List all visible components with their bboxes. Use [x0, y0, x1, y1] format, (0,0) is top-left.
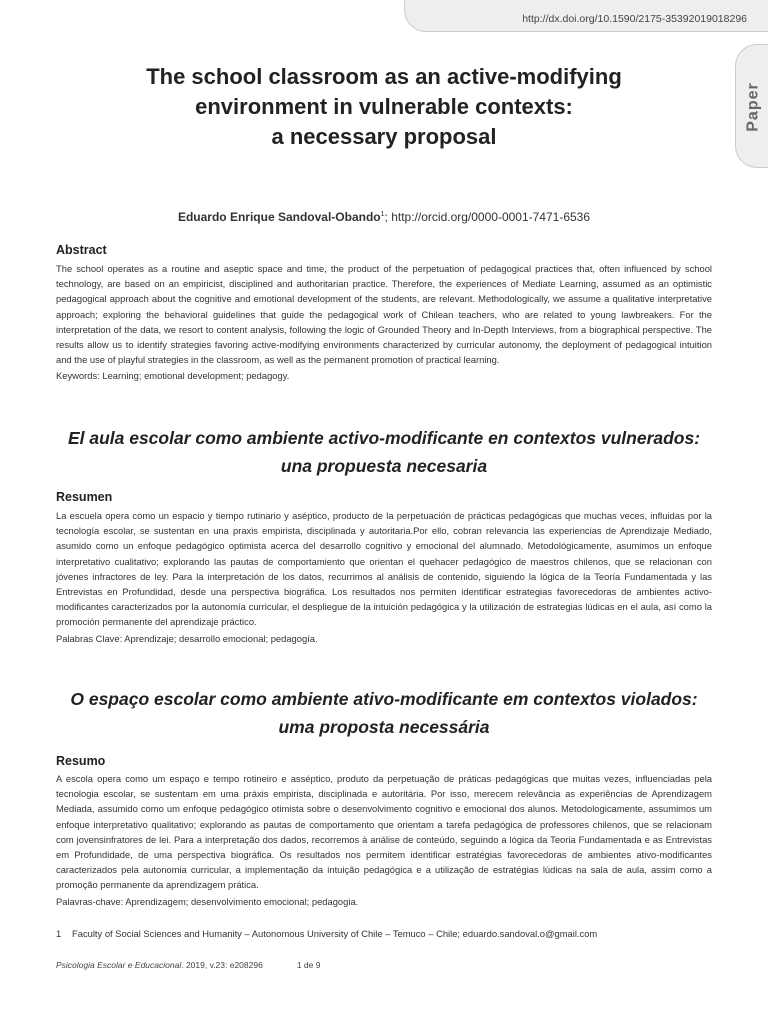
title-line-3: a necessary proposal	[271, 124, 497, 149]
resumo-heading: Resumo	[56, 754, 106, 768]
resumen-keywords: Palabras Clave: Aprendizaje; desarrollo emocional; pedagogía.	[56, 633, 318, 644]
footnote-number: 1	[56, 928, 62, 939]
portuguese-title-line-2: uma proposta necessária	[278, 717, 490, 737]
author-orcid[interactable]: ; http://orcid.org/0000-0001-7471-6536	[384, 210, 591, 224]
title-line-2: environment in vulnerable contexts:	[195, 94, 573, 119]
doi-header-tab	[404, 0, 768, 32]
resumen-heading: Resumen	[56, 490, 113, 504]
article-type-tab	[735, 44, 768, 168]
portuguese-title	[40, 685, 728, 741]
footnote-text: Faculty of Social Sciences and Humanity – Autonomous University of Chile – Temuco – Chile; eduardo.sandoval.o@gmail.com	[72, 928, 598, 939]
spanish-title-line-1: El aula escolar como ambiente activo-modificante en contextos vulnerados:	[67, 428, 701, 448]
journal-citation: . 2019, v.23: e208296	[181, 960, 263, 970]
portuguese-title-line-1: O espaço escolar como ambiente ativo-modificante em contextos violados:	[70, 689, 698, 709]
abstract-body: The school operates as a routine and aseptic space and time, the product of the perpetuation of pedagogical practices that, often influenced by school technology, are based on an empiricist, disciplined and authoritarian practice. Therefore, the experiences of Mediate Learning, assumed as an optimistic pedagogical approach about the cognitive and emotional development of the students, are relevant. Methodologically, we assume a qualitative interpretative approach; exploring the behavioral guidelines that guide the pedagogical work of Chilean teachers, who are related to young lawbreakers. For the interpretation of the data, we resort to content analysis, following the logic of Grounded Theory and In-Depth Interviews, from a biographical perspective. The results allow us to identify strategies favoring active-modifying environments characterized by curricular autonomy, the deployment of pedagogical intuition and the use of playful strategies in the classroom, as well as the permanent promotion of practical learning.	[56, 263, 712, 366]
resumo-body: A escola opera como um espaço e tempo rotineiro e asséptico, produto da perpetuação de práticas pedagógicas que muitas vezes, influenciadas pela tecnologia escolar, se sustentam em uma práxis empirista, disciplinada e autoritária. Por isso, merecem relevância as experiências de Aprendizagem Mediada, assumido como um enfoque pedagógico otimista sobre o desenvolvimento cognitivo e emocional dos alunos. Metodologicamente, assumimos um enfoque interpretativo qualitativo; explorando as pautas de comportamento que orientam a tarefa pedagógica de professores chilenos, que se relacionam com jovensinfratores de lei. Para a interpretação dos dados, recorremos à análise de conteúdo, seguindo a lógica da Teoria Fundamentada e as Entrevistas em Profundidade, de uma perspectiva biográfica. Os resultados nos permitem identificar estratégias favorecedoras de ambientes ativo-modificantes caracterizados pela autonomia curricular, a implementação da intuição pedagógica e a utilização de estratégias lúdicas na sala de aula, assim como a promoção permanente da aprendizagem prática.	[56, 773, 712, 891]
article-title	[60, 62, 708, 152]
title-line-1: The school classroom as an active-modifying	[146, 64, 622, 89]
page-footer	[56, 960, 320, 970]
author-affiliation-footnote	[56, 928, 597, 939]
resumen-body: La escuela opera como un espacio y tiempo rutinario y aséptico, producto de la perpetuación de prácticas pedagógicas que muchas veces, influidas por la tecnología escolar, se sustentan en una praxis empirista, disciplinada y autoritaria.Por ello, cobran relevancia las experiencias de Aprendizaje Mediado, asumido como un enfoque pedagógico optimista acerca del desarrollo cognitivo y emocional del alumnado. Metodológicamente, asumimos un enfoque interpretativo cualitativo; explorando las pautas de comportamiento que orientan el quehacer pedagógico de maestros chilenos, que se relacionan con jóvenes infractores de ley. Para la interpretación de los datos, recurrimos al análisis de contenido, siguiendo la lógica de la Teoría Fundamentada y las Entrevistas en Profundidad, desde una perspectiva biográfica. Los resultados nos permiten identificar estrategias favorecedoras de ambientes activo-modificantes caracterizados por la autonomía curricular, el despliegue de la intuición pedagógica y la utilización de estrategias lúdicas en el aula, así como la promoción permanente del aprendizaje práctico.	[56, 510, 712, 628]
spanish-title-line-2: una propuesta necesaria	[280, 456, 488, 476]
journal-name: Psicologia Escolar e Educacional	[56, 960, 182, 970]
author-name: Eduardo Enrique Sandoval-Obando	[177, 210, 381, 224]
spanish-title	[40, 424, 728, 480]
resumo-keywords: Palavras-chave: Aprendizagem; desenvolvimento emocional; pedagogia.	[56, 896, 359, 907]
page-number: 1 de 9	[296, 960, 321, 970]
abstract-heading: Abstract	[56, 243, 107, 257]
author-footnote-mark: 1	[380, 211, 385, 218]
doi-link[interactable]: http://dx.doi.org/10.1590/2175-35392019018296	[522, 13, 747, 25]
article-type-label: Paper	[745, 82, 762, 132]
author-line	[60, 210, 708, 224]
abstract-keywords: Keywords: Learning; emotional development; pedagogy.	[56, 370, 290, 381]
